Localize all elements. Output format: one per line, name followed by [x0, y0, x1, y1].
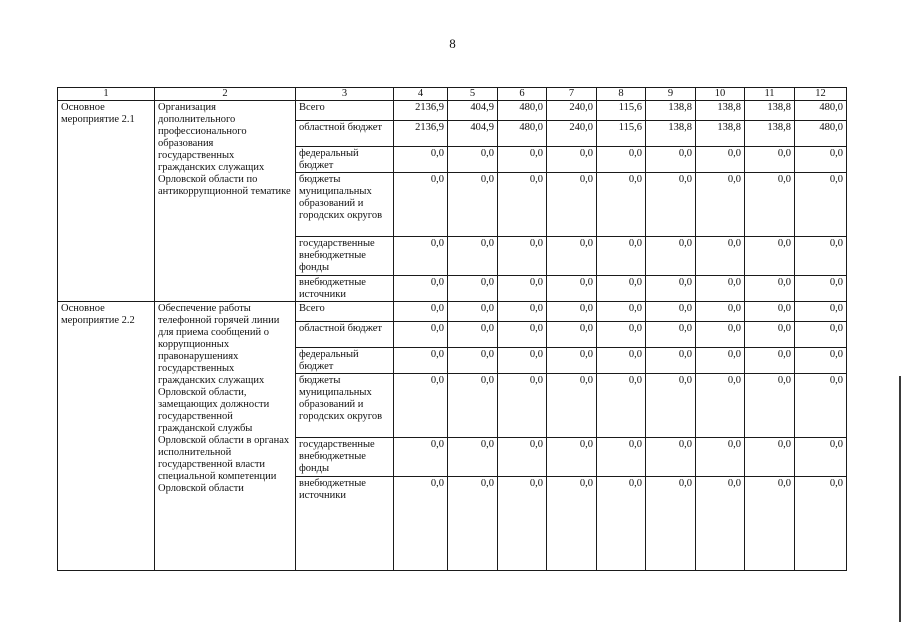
- amount-cell: 2136,9: [394, 121, 448, 147]
- amount-cell: 0,0: [795, 348, 847, 374]
- amount-cell: 0,0: [745, 374, 795, 438]
- amount-cell: 0,0: [498, 348, 547, 374]
- funding-source-cell: областной бюджет: [296, 121, 394, 147]
- amount-cell: 480,0: [795, 101, 847, 121]
- funding-source-cell: внебюджетные источники: [296, 477, 394, 571]
- amount-cell: 0,0: [745, 438, 795, 477]
- amount-cell: 0,0: [394, 147, 448, 173]
- amount-cell: 0,0: [745, 302, 795, 322]
- amount-cell: 240,0: [547, 101, 597, 121]
- amount-cell: 0,0: [795, 276, 847, 302]
- amount-cell: 0,0: [597, 438, 646, 477]
- amount-cell: 0,0: [795, 374, 847, 438]
- column-header: 10: [696, 88, 745, 101]
- amount-cell: 0,0: [745, 477, 795, 571]
- amount-cell: 0,0: [646, 237, 696, 276]
- amount-cell: 138,8: [696, 121, 745, 147]
- amount-cell: 0,0: [646, 173, 696, 237]
- amount-cell: 0,0: [394, 438, 448, 477]
- amount-cell: 0,0: [394, 477, 448, 571]
- amount-cell: 138,8: [646, 121, 696, 147]
- column-header: 5: [448, 88, 498, 101]
- amount-cell: 0,0: [696, 147, 745, 173]
- funding-source-cell: федеральный бюджет: [296, 147, 394, 173]
- amount-cell: 0,0: [394, 348, 448, 374]
- funding-source-cell: федеральный бюджет: [296, 348, 394, 374]
- column-header: 8: [597, 88, 646, 101]
- amount-cell: 0,0: [498, 173, 547, 237]
- amount-cell: 138,8: [745, 101, 795, 121]
- amount-cell: 480,0: [498, 101, 547, 121]
- amount-cell: 0,0: [795, 173, 847, 237]
- amount-cell: 0,0: [696, 477, 745, 571]
- amount-cell: 0,0: [547, 438, 597, 477]
- amount-cell: 480,0: [795, 121, 847, 147]
- scan-margin-line: [899, 376, 901, 622]
- amount-cell: 0,0: [394, 173, 448, 237]
- page-number: 8: [449, 36, 456, 51]
- amount-cell: 0,0: [498, 322, 547, 348]
- amount-cell: 0,0: [498, 374, 547, 438]
- column-header: 12: [795, 88, 847, 101]
- amount-cell: 115,6: [597, 121, 646, 147]
- budget-table: [57, 87, 847, 571]
- amount-cell: 0,0: [547, 276, 597, 302]
- column-header: 2: [155, 88, 296, 101]
- amount-cell: 0,0: [745, 348, 795, 374]
- amount-cell: 0,0: [696, 374, 745, 438]
- amount-cell: 0,0: [646, 302, 696, 322]
- amount-cell: 0,0: [646, 147, 696, 173]
- amount-cell: 0,0: [795, 477, 847, 571]
- amount-cell: 0,0: [745, 276, 795, 302]
- amount-cell: 0,0: [498, 477, 547, 571]
- amount-cell: 0,0: [498, 302, 547, 322]
- amount-cell: 0,0: [547, 322, 597, 348]
- column-header: 6: [498, 88, 547, 101]
- amount-cell: 0,0: [597, 276, 646, 302]
- table-row: [58, 101, 847, 121]
- amount-cell: 0,0: [448, 348, 498, 374]
- amount-cell: 0,0: [448, 302, 498, 322]
- amount-cell: 0,0: [394, 322, 448, 348]
- amount-cell: 0,0: [448, 374, 498, 438]
- amount-cell: 0,0: [597, 237, 646, 276]
- amount-cell: 0,0: [646, 348, 696, 374]
- amount-cell: 0,0: [498, 276, 547, 302]
- amount-cell: 0,0: [547, 477, 597, 571]
- amount-cell: 115,6: [597, 101, 646, 121]
- amount-cell: 0,0: [696, 237, 745, 276]
- amount-cell: 0,0: [597, 302, 646, 322]
- column-header: 9: [646, 88, 696, 101]
- funding-source-cell: Всего: [296, 302, 394, 322]
- amount-cell: 0,0: [795, 147, 847, 173]
- event-description-cell: Обеспечение работы телефонной горячей линии для приема сообщений о коррупционных правонарушениях государственных гражданских служащих Орловской области, замещающих должности государственной гражданской службы Орловской области в органах исполнительной государственной власти специальной компетенции Орловской области: [155, 302, 296, 571]
- funding-source-cell: государственные внебюджетные фонды: [296, 237, 394, 276]
- amount-cell: 0,0: [795, 322, 847, 348]
- funding-source-cell: областной бюджет: [296, 322, 394, 348]
- amount-cell: 0,0: [597, 147, 646, 173]
- amount-cell: 0,0: [745, 322, 795, 348]
- amount-cell: 0,0: [696, 438, 745, 477]
- amount-cell: 0,0: [394, 374, 448, 438]
- amount-cell: 480,0: [498, 121, 547, 147]
- amount-cell: 0,0: [547, 173, 597, 237]
- amount-cell: 0,0: [795, 237, 847, 276]
- event-name-cell: Основное мероприятие 2.1: [58, 101, 155, 302]
- amount-cell: 0,0: [547, 147, 597, 173]
- amount-cell: 0,0: [795, 302, 847, 322]
- amount-cell: 138,8: [646, 101, 696, 121]
- column-header: 3: [296, 88, 394, 101]
- table-row: [58, 302, 847, 322]
- amount-cell: 0,0: [448, 173, 498, 237]
- event-name-cell: Основное мероприятие 2.2: [58, 302, 155, 571]
- amount-cell: 0,0: [745, 147, 795, 173]
- amount-cell: 0,0: [646, 374, 696, 438]
- amount-cell: 0,0: [745, 173, 795, 237]
- column-header: 7: [547, 88, 597, 101]
- amount-cell: 0,0: [597, 322, 646, 348]
- amount-cell: 0,0: [696, 322, 745, 348]
- amount-cell: 0,0: [547, 374, 597, 438]
- amount-cell: 0,0: [696, 302, 745, 322]
- header-row: [58, 88, 847, 101]
- event-description-cell: Организация дополнительного профессионального образования государственных гражданских служащих Орловской области по антикоррупционной тематике: [155, 101, 296, 302]
- amount-cell: 0,0: [547, 302, 597, 322]
- funding-source-cell: Всего: [296, 101, 394, 121]
- amount-cell: 404,9: [448, 121, 498, 147]
- amount-cell: 0,0: [498, 237, 547, 276]
- amount-cell: 0,0: [448, 147, 498, 173]
- amount-cell: 0,0: [448, 322, 498, 348]
- amount-cell: 0,0: [547, 348, 597, 374]
- amount-cell: 0,0: [597, 173, 646, 237]
- amount-cell: 0,0: [597, 477, 646, 571]
- amount-cell: 0,0: [394, 276, 448, 302]
- table-body: [58, 101, 847, 571]
- amount-cell: 0,0: [597, 348, 646, 374]
- funding-source-cell: государственные внебюджетные фонды: [296, 438, 394, 477]
- amount-cell: 0,0: [498, 438, 547, 477]
- amount-cell: 0,0: [394, 237, 448, 276]
- amount-cell: 0,0: [745, 237, 795, 276]
- column-header: 4: [394, 88, 448, 101]
- amount-cell: 0,0: [795, 438, 847, 477]
- amount-cell: 138,8: [745, 121, 795, 147]
- amount-cell: 0,0: [696, 348, 745, 374]
- amount-cell: 404,9: [448, 101, 498, 121]
- amount-cell: 0,0: [597, 374, 646, 438]
- amount-cell: 0,0: [448, 477, 498, 571]
- amount-cell: 0,0: [498, 147, 547, 173]
- amount-cell: 2136,9: [394, 101, 448, 121]
- amount-cell: 0,0: [696, 173, 745, 237]
- column-header: 11: [745, 88, 795, 101]
- amount-cell: 0,0: [646, 276, 696, 302]
- amount-cell: 0,0: [448, 237, 498, 276]
- amount-cell: 0,0: [696, 276, 745, 302]
- amount-cell: 138,8: [696, 101, 745, 121]
- amount-cell: 240,0: [547, 121, 597, 147]
- column-header: 1: [58, 88, 155, 101]
- amount-cell: 0,0: [646, 477, 696, 571]
- amount-cell: 0,0: [394, 302, 448, 322]
- amount-cell: 0,0: [646, 438, 696, 477]
- amount-cell: 0,0: [547, 237, 597, 276]
- amount-cell: 0,0: [646, 322, 696, 348]
- amount-cell: 0,0: [448, 276, 498, 302]
- funding-source-cell: бюджеты муниципальных образований и городских округов: [296, 173, 394, 237]
- amount-cell: 0,0: [448, 438, 498, 477]
- funding-source-cell: бюджеты муниципальных образований и городских округов: [296, 374, 394, 438]
- funding-source-cell: внебюджетные источники: [296, 276, 394, 302]
